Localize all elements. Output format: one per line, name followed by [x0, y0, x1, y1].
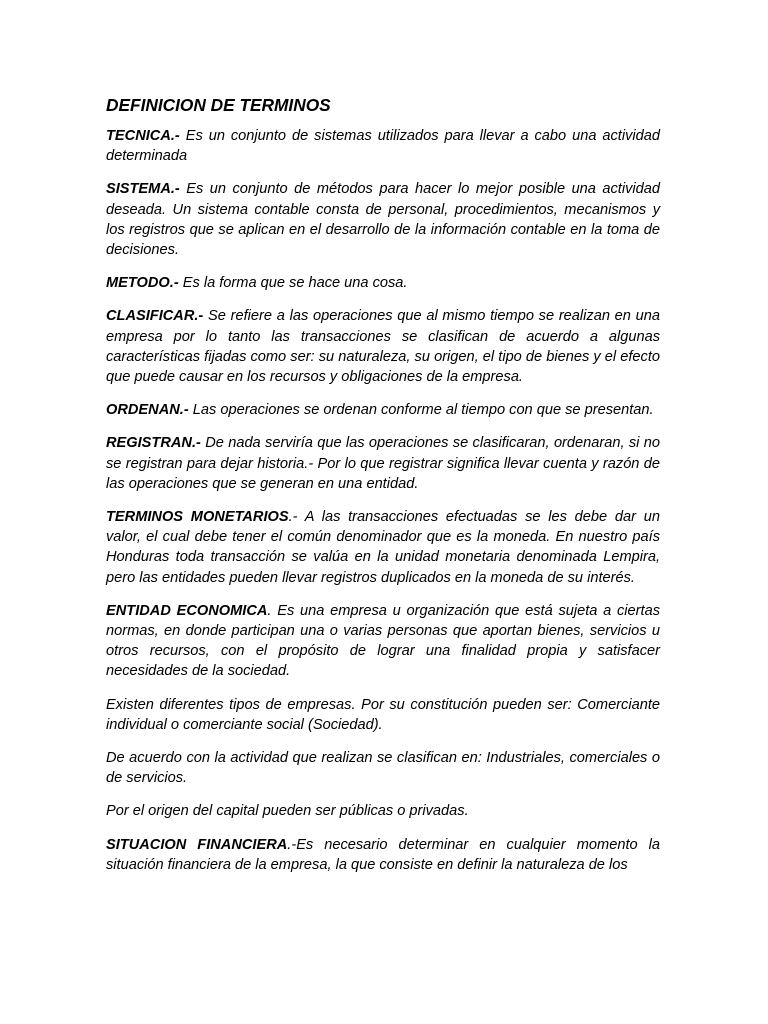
- term-definition: Es la forma que se hace una cosa.: [178, 275, 408, 292]
- term-label: ENTIDAD ECONOMICA: [106, 602, 268, 619]
- term-definition: Las operaciones se ordenan conforme al tiempo con que se presentan.: [188, 402, 654, 419]
- paragraph-origen-capital: [106, 801, 660, 821]
- term-label: ORDENAN.-: [106, 402, 189, 419]
- term-label: SITUACION FINANCIERA: [106, 836, 288, 853]
- document-page: [106, 94, 660, 888]
- term-label: CLASIFICAR.-: [106, 308, 204, 325]
- term-label: TECNICA.-: [106, 128, 180, 144]
- term-label: REGISTRAN.-: [106, 435, 201, 452]
- paragraph-text: De acuerdo con la actividad que realizan se clasifican en: Industriales, comerciales o de servicios.: [106, 750, 660, 787]
- paragraph-sistema: [106, 179, 660, 260]
- paragraph-situacion-financiera: [106, 835, 660, 875]
- term-definition: De nada serviría que las operaciones se clasificaran, ordenaran, si no se registran para dejar historia.- Por lo que registrar significa llevar cuenta y razón de las operaciones que se generan en una entidad.: [106, 435, 660, 492]
- paragraph-text: Por el origen del capital pueden ser públicas o privadas.: [106, 803, 469, 820]
- paragraph-registran: [106, 433, 660, 494]
- term-definition: .- A las transacciones efectuadas se les debe dar un valor, el cual debe tener el común denominador que es la moneda. En nuestro país Honduras toda transacción se valúa en la unidad monetaria denominada Lempira, pero las entidades pueden llevar registros duplicados en la moneda de su interés.: [106, 509, 660, 586]
- paragraph-entidad-economica: [106, 601, 660, 682]
- term-definition: Es un conjunto de sistemas utilizados para llevar a cabo una actividad determinada: [106, 128, 660, 165]
- term-definition: . Es una empresa u organización que está sujeta a ciertas normas, en donde participan una o varias personas que aportan bienes, servicios u otros recursos, con el propósito de lograr una finalidad propia y satisfacer necesidades de la sociedad.: [106, 602, 660, 680]
- term-definition: .-Es necesario determinar en cualquier momento la situación financiera de la empresa, la que consiste en definir la naturaleza de los: [106, 836, 660, 873]
- paragraph-clasificar: [106, 306, 660, 387]
- paragraph-actividad: [106, 748, 660, 788]
- term-label: TERMINOS MONETARIOS: [106, 509, 289, 526]
- paragraph-metodo: [106, 273, 660, 293]
- term-definition: Es un conjunto de métodos para hacer lo mejor posible una actividad deseada. Un sistema contable consta de personal, procedimientos, mecanismos y los registros que se aplican en el desarrollo de la información contable en la toma de decisiones.: [106, 181, 660, 259]
- paragraph-terminos-monetarios: [106, 507, 660, 588]
- term-label: SISTEMA.-: [106, 181, 180, 198]
- paragraph-text: Existen diferentes tipos de empresas. Por su constitución pueden ser: Comerciante individual o comerciante social (Sociedad).: [106, 696, 660, 733]
- term-label: METODO.-: [106, 275, 179, 292]
- paragraph-tipos-empresas: [106, 695, 660, 735]
- paragraph-tecnica: [106, 126, 660, 166]
- term-definition: Se refiere a las operaciones que al mismo tiempo se realizan en una empresa por lo tanto las transacciones se clasifican de acuerdo a algunas características fijadas como ser: su naturaleza, su origen, el tipo de bienes y el efecto que puede causar en los recursos y obligaciones de la empresa.: [106, 308, 660, 386]
- page-title: DEFINICION DE TERMINOS: [106, 95, 331, 115]
- paragraph-ordenan: [106, 400, 660, 420]
